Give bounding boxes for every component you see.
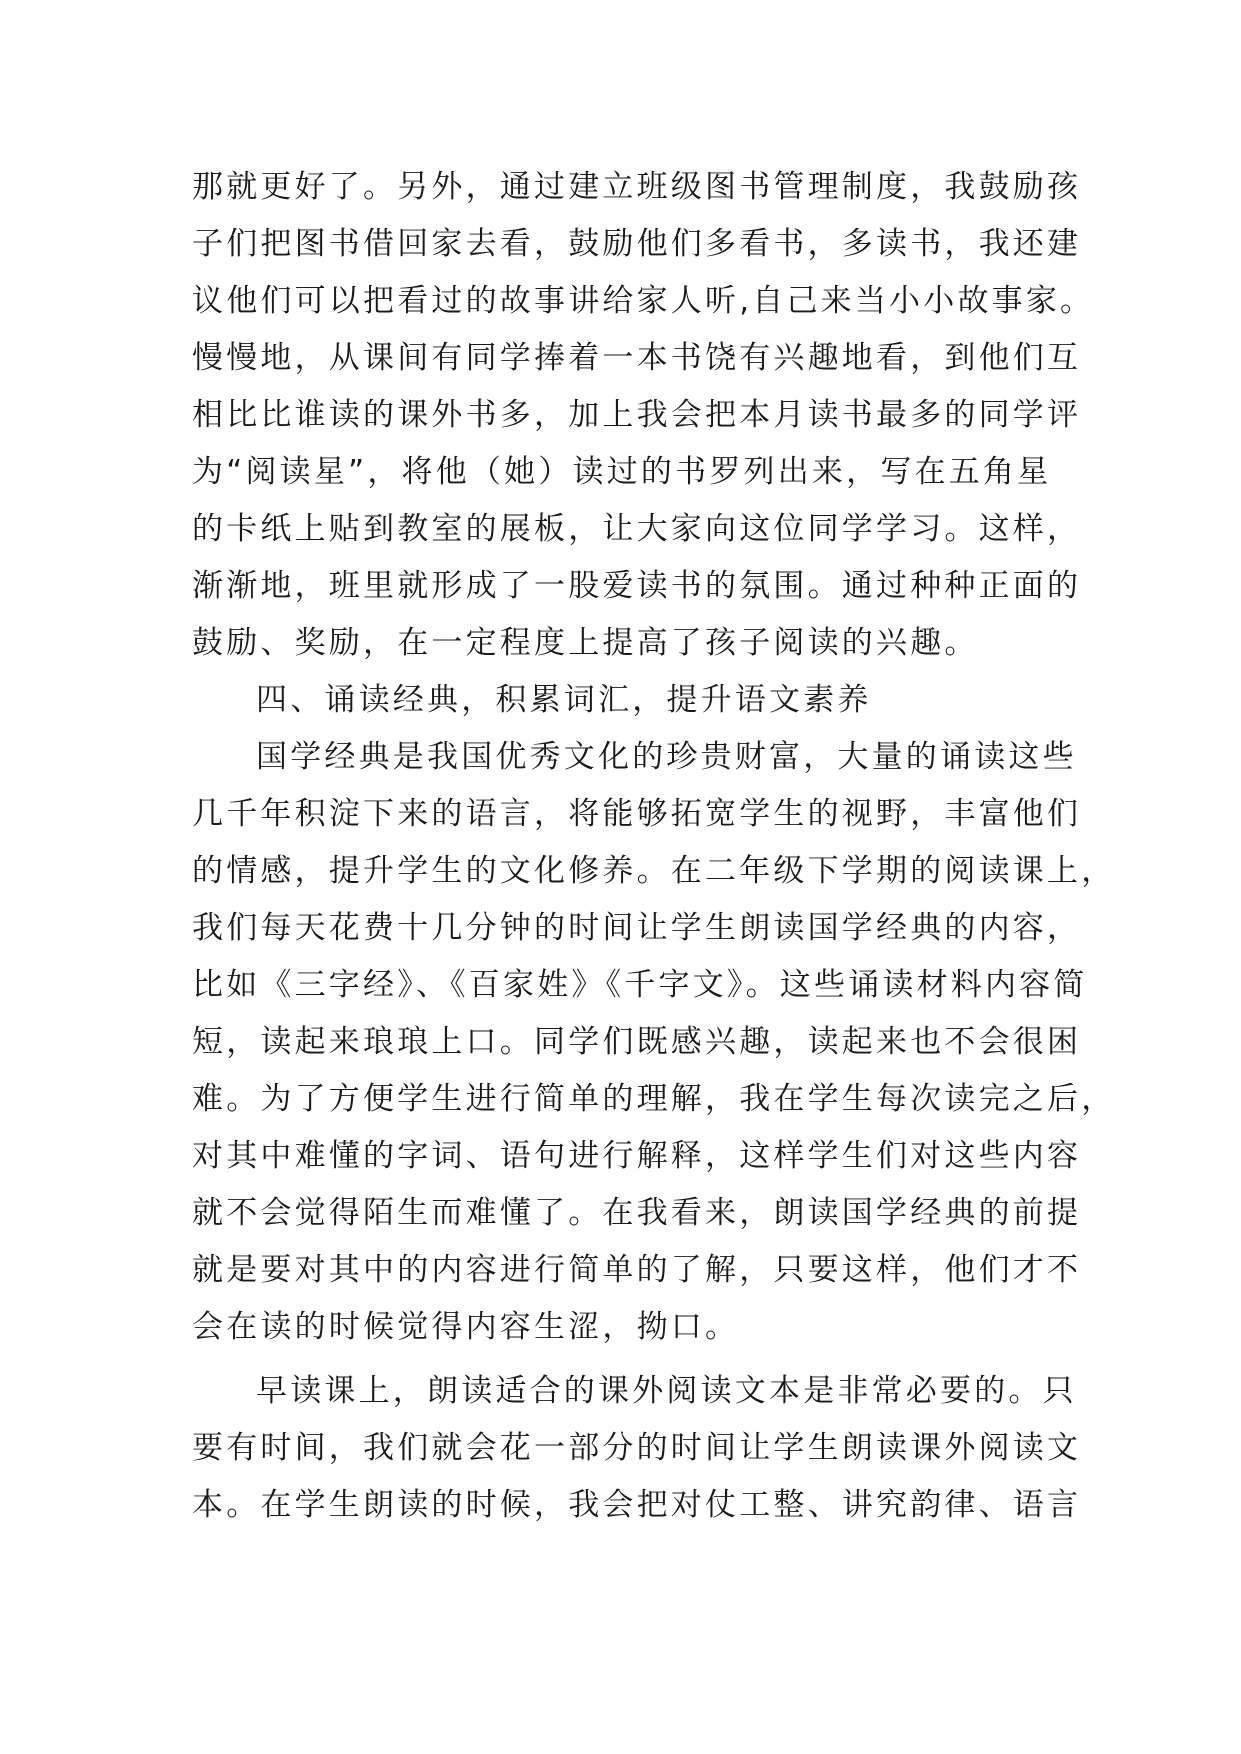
text-line: 相比比谁读的课外书多，加上我会把本月读书最多的同学评	[192, 397, 1082, 433]
section-heading: 四、诵读经典，积累词汇，提升语文素养	[256, 682, 872, 718]
text-line: 就不会觉得陌生而难懂了。在我看来，朗读国学经典的前提	[192, 1195, 1082, 1231]
text-line: 早读课上，朗读适合的课外阅读文本是非常必要的。只	[256, 1373, 1077, 1409]
text-line: 要有时间，我们就会花一部分的时间让学生朗读课外阅读文	[192, 1430, 1082, 1466]
text-line: 那就更好了。另外，通过建立班级图书管理制度，我鼓励孩	[192, 169, 1082, 205]
text-line: 本。在学生朗读的时候，我会把对仗工整、讲究韵律、语言	[192, 1487, 1082, 1523]
text-line: 的情感，提升学生的文化修养。在二年级下学期的阅读课上，	[192, 853, 1116, 889]
text-line: 为“阅读星”，将他（她）读过的书罗列出来，写在五角星	[192, 454, 1052, 490]
text-line: 的卡纸上贴到教室的展板，让大家向这位同学学习。这样，	[192, 511, 1082, 547]
text-line: 比如《三字经》、《百家姓》《千字文》。这些诵读材料内容简	[192, 967, 1088, 1003]
text-line: 难。为了方便学生进行简单的理解，我在学生每次读完之后，	[192, 1081, 1116, 1117]
text-line: 就是要对其中的内容进行简单的了解，只要这样，他们才不	[192, 1252, 1082, 1288]
text-line: 我们每天花费十几分钟的时间让学生朗读国学经典的内容，	[192, 910, 1082, 946]
text-line: 议他们可以把看过的故事讲给家人听,自己来当小小故事家。	[192, 283, 1095, 319]
text-line: 鼓励、奖励，在一定程度上提高了孩子阅读的兴趣。	[192, 625, 979, 661]
text-line: 短，读起来琅琅上口。同学们既感兴趣，读起来也不会很困	[192, 1024, 1082, 1060]
text-line: 子们把图书借回家去看，鼓励他们多看书，多读书，我还建	[192, 226, 1082, 262]
text-line: 慢慢地，从课间有同学捧着一本书饶有兴趣地看，到他们互	[192, 340, 1082, 376]
text-line: 国学经典是我国优秀文化的珍贵财富，大量的诵读这些	[256, 739, 1077, 775]
text-line: 对其中难懂的字词、语句进行解释，这样学生们对这些内容	[192, 1138, 1082, 1174]
text-line: 会在读的时候觉得内容生涩，拗口。	[192, 1309, 740, 1345]
text-line: 几千年积淀下来的语言，将能够拓宽学生的视野，丰富他们	[192, 796, 1082, 832]
text-line: 渐渐地，班里就形成了一股爱读书的氛围。通过种种正面的	[192, 568, 1082, 604]
